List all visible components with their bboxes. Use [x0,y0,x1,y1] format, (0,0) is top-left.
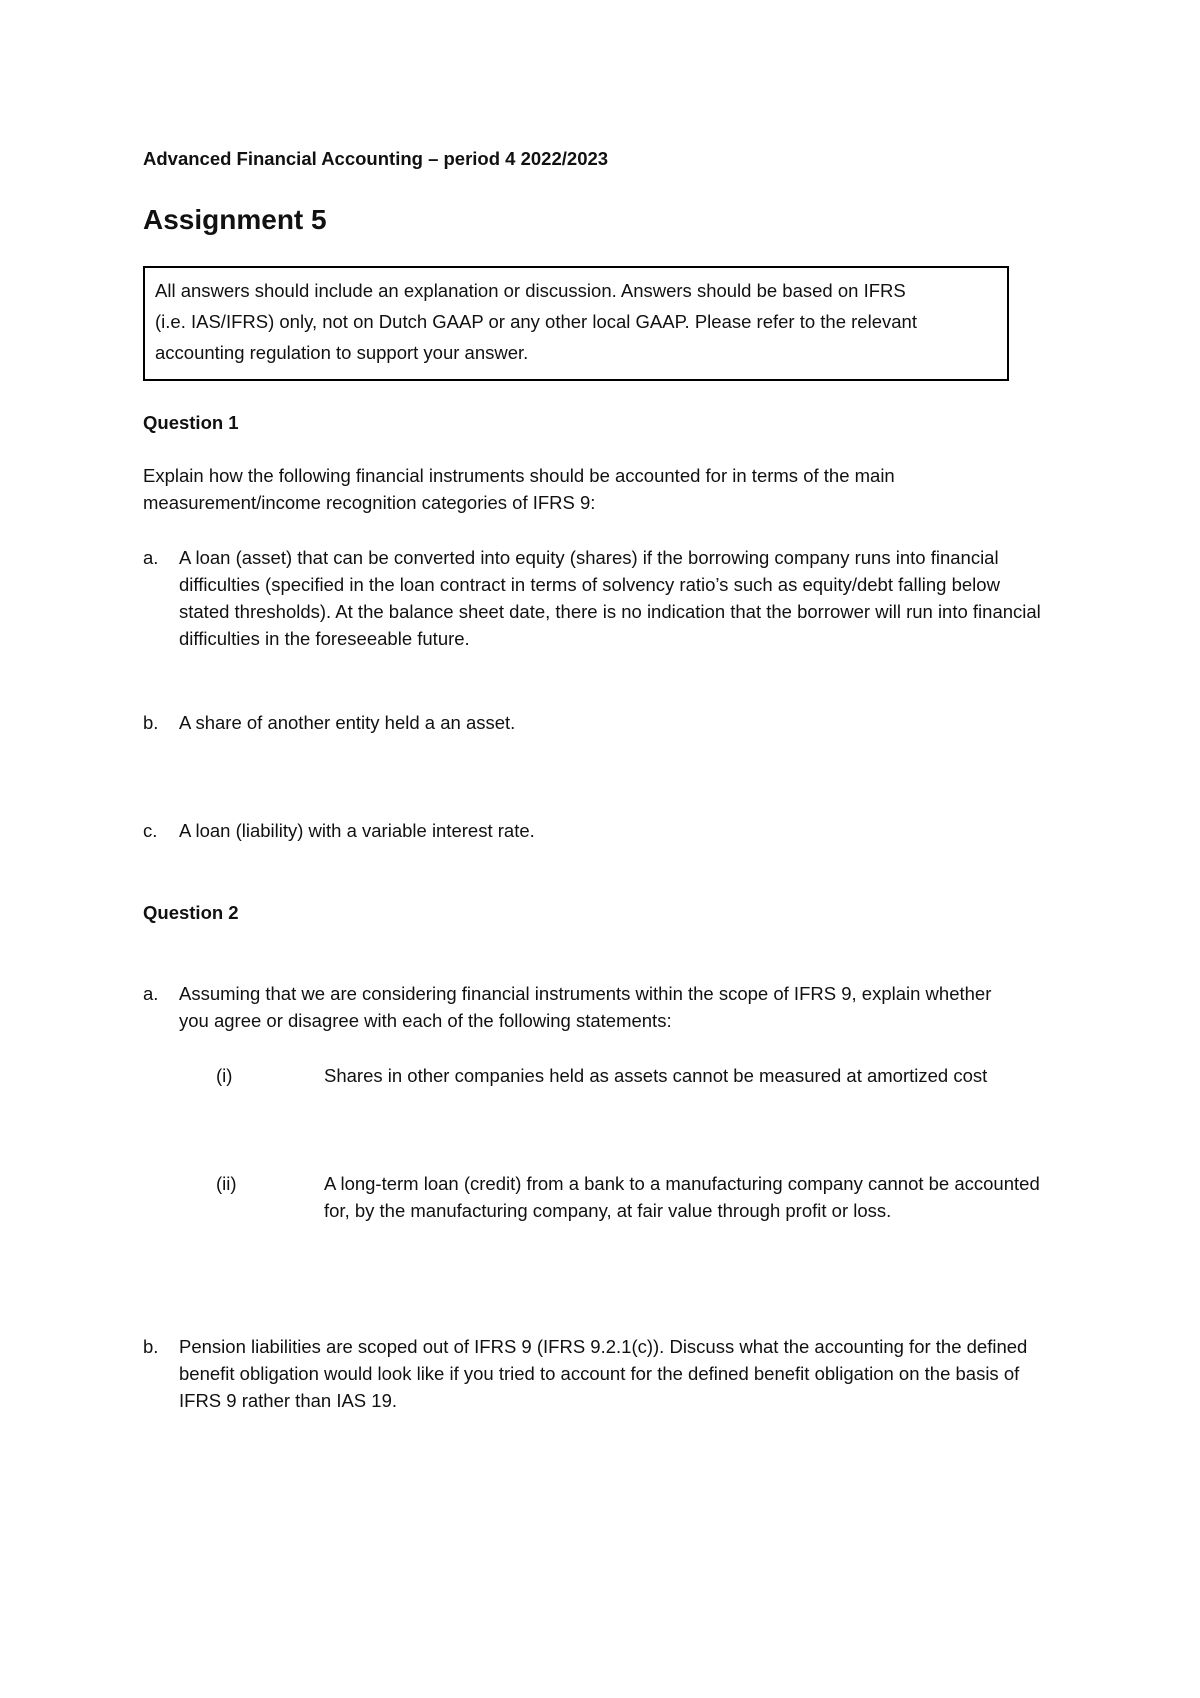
item-marker: a. [143,983,159,1004]
statement-i [143,1062,1043,1089]
item-text: A loan (liability) with a variable interest rate. [179,820,535,841]
statement-marker: (ii) [216,1173,237,1194]
question-2-item-a [143,980,1023,1034]
question-2-item-b [143,1333,1043,1414]
item-marker: b. [143,1336,159,1357]
item-text: Pension liabilities are scoped out of IFRS 9 (IFRS 9.2.1(c)). Discuss what the accounting for the defined benefit obligation would look like if you tried to account for the defined benefit obligation on the basis of IFRS 9 rather than IAS 19. [179,1336,1028,1411]
question-1-intro: Explain how the following financial instruments should be accounted for in terms of the main measurement/income recognition categories of IFRS 9: [143,465,895,513]
instructions-box [143,266,1009,381]
question-2-heading: Question 2 [143,902,239,923]
statement-text: A long-term loan (credit) from a bank to a manufacturing company cannot be accounted for, by the manufacturing company, at fair value through profit or loss. [324,1173,1040,1221]
question-1-heading: Question 1 [143,412,239,433]
instructions-line-2: (i.e. IAS/IFRS) only, not on Dutch GAAP or any other local GAAP. Please refer to the relevant [155,311,917,332]
question-1-item-c [143,817,1053,844]
question-1-item-b [143,709,1053,736]
instructions-line-1: All answers should include an explanation or discussion. Answers should be based on IFRS [155,280,906,301]
course-line: Advanced Financial Accounting – period 4 2022/2023 [143,148,609,169]
question-1-item-a [143,544,1053,652]
item-text: Assuming that we are considering financial instruments within the scope of IFRS 9, explain whether you agree or disagree with each of the following statements: [179,983,992,1031]
item-marker: c. [143,820,158,841]
statement-marker: (i) [216,1065,233,1086]
item-marker: b. [143,712,159,733]
instructions-line-3: accounting regulation to support your answer. [155,342,529,363]
assignment-title: Assignment 5 [143,204,327,235]
item-text: A share of another entity held a an asset. [179,712,516,733]
item-text: A loan (asset) that can be converted into equity (shares) if the borrowing company runs into financial difficulties (specified in the loan contract in terms of solvency ratio’s such as equity/debt falling below stated thresholds). At the balance sheet date, there is no indication that the borrower will run into financial difficulties in the foreseeable future. [179,547,1041,649]
statement-text: Shares in other companies held as assets cannot be measured at amortized cost [324,1065,988,1086]
item-marker: a. [143,547,159,568]
statement-ii [143,1170,1043,1224]
